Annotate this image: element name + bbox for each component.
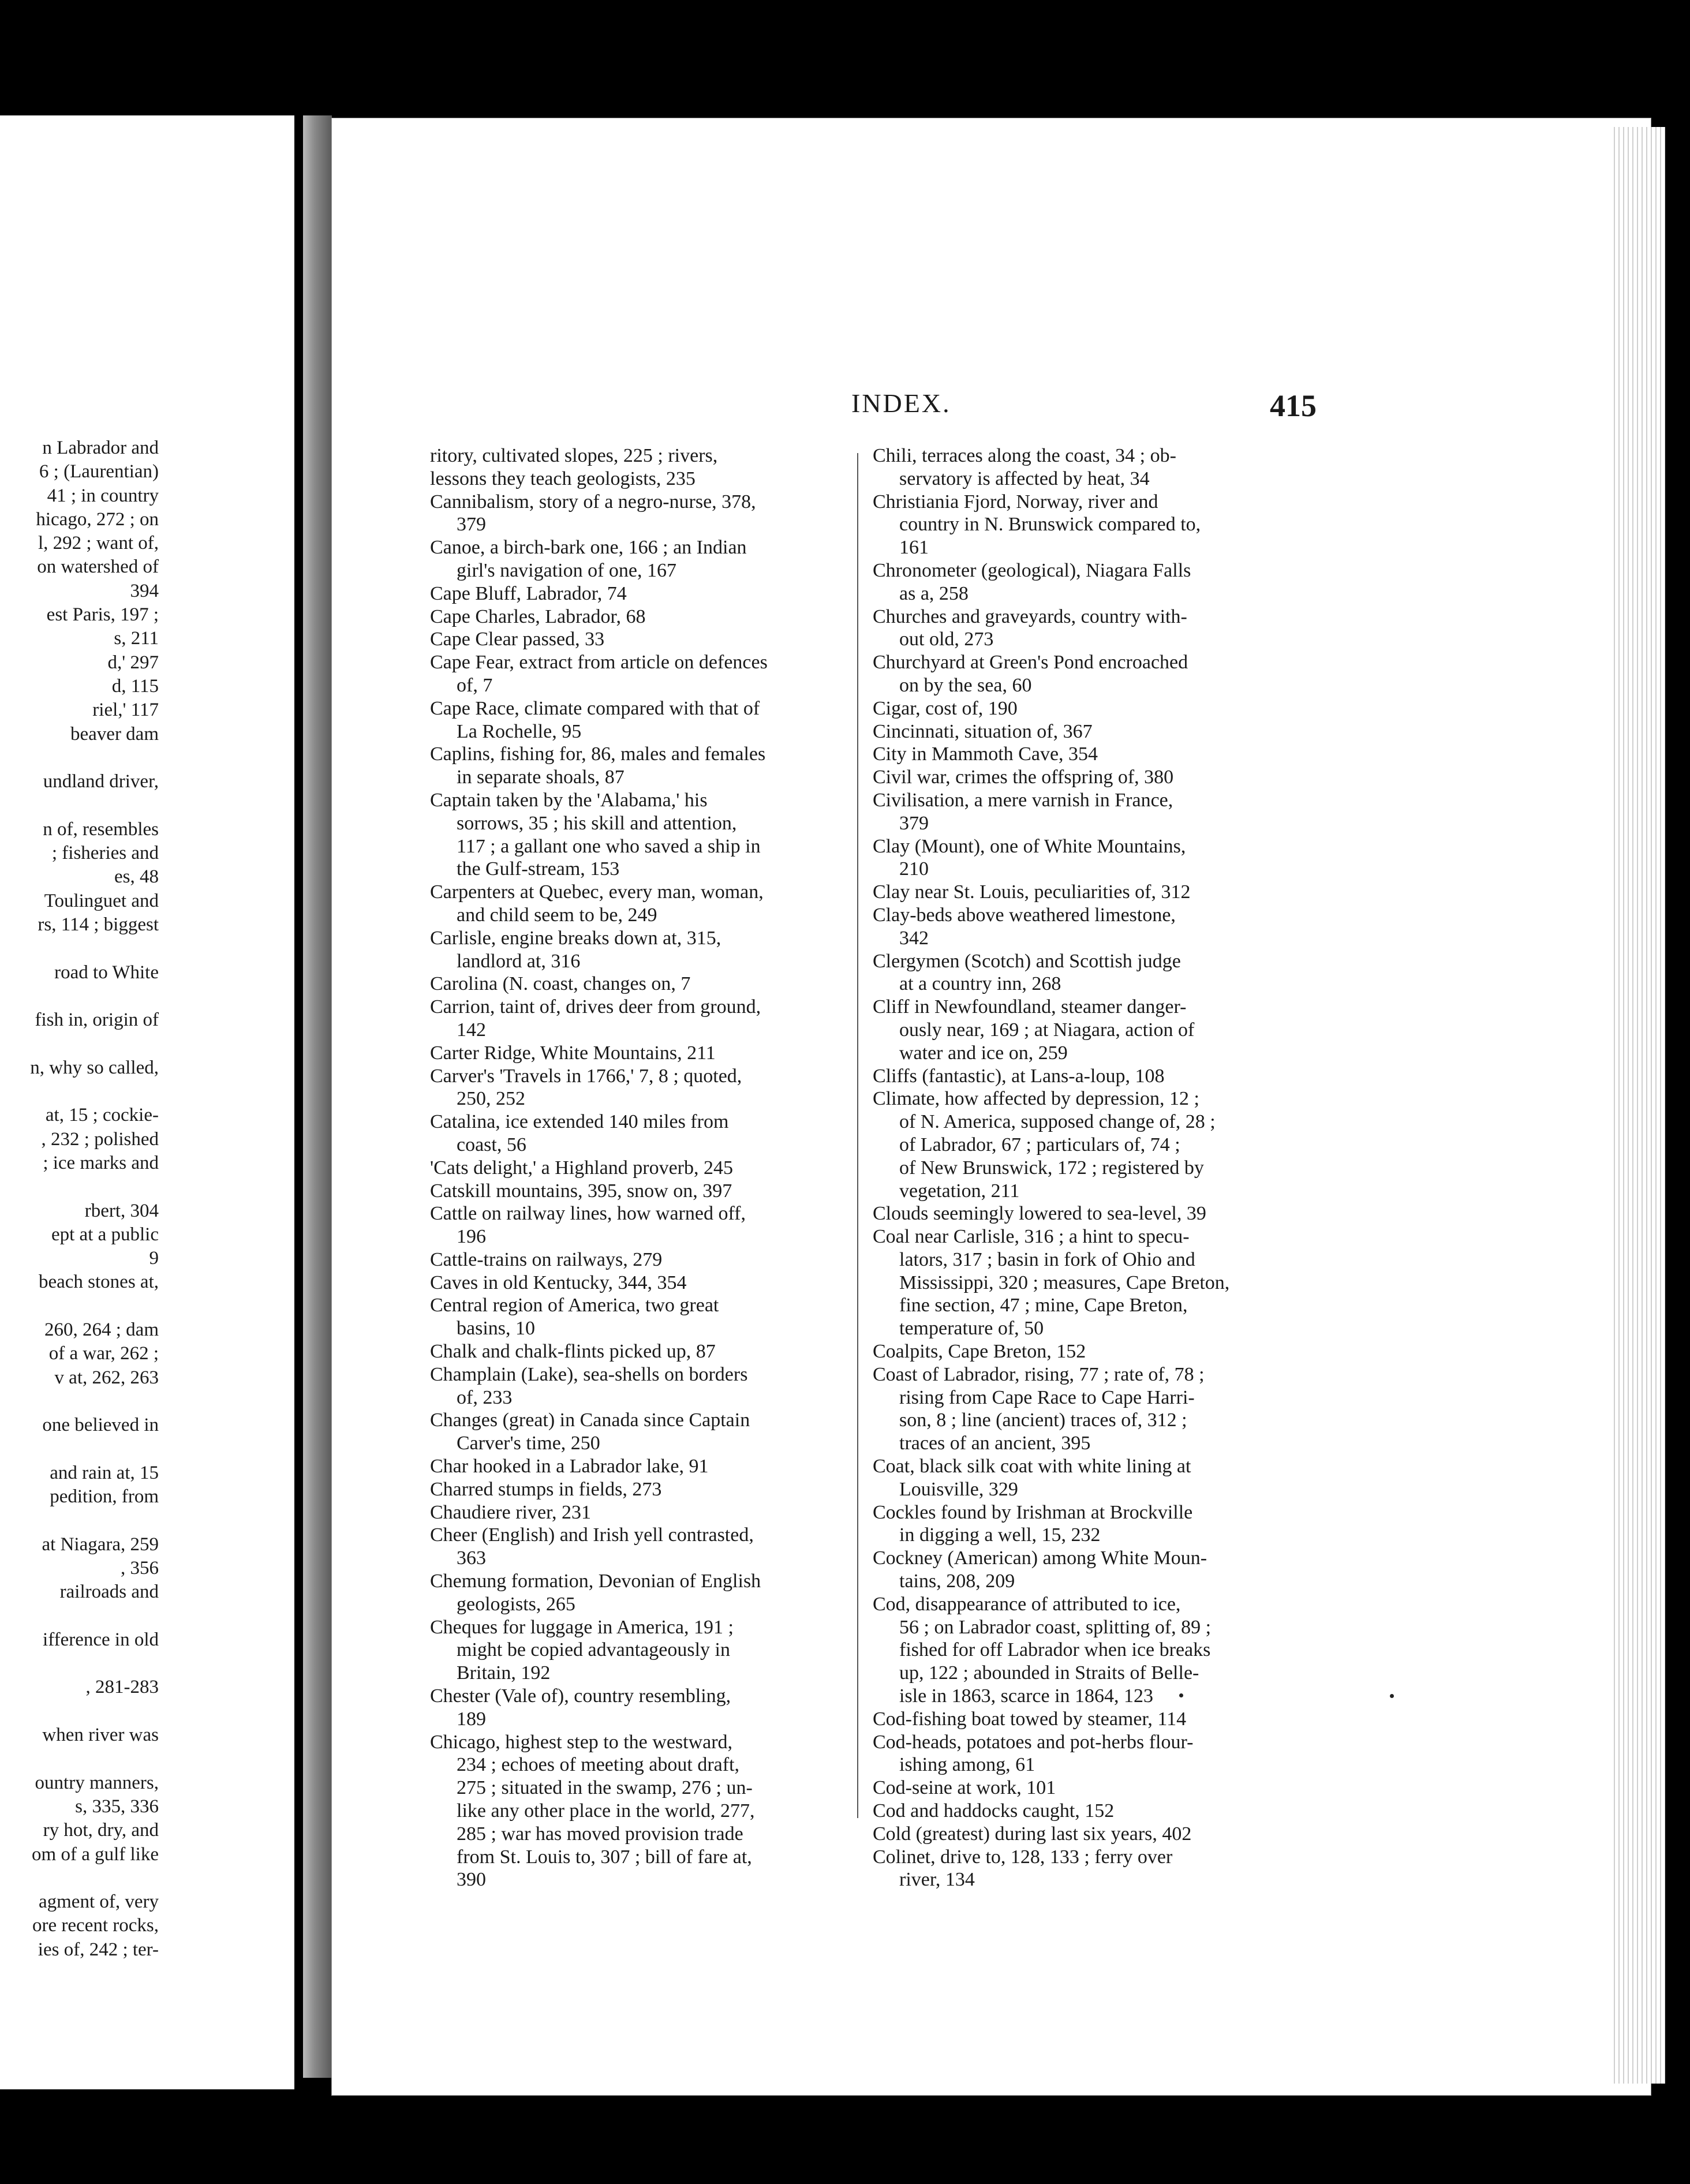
index-entry xyxy=(873,1593,1329,1708)
left-page-line: l, 292 ; want of, xyxy=(38,533,159,554)
index-entry-heading: Clay-beds above weathered limestone, xyxy=(873,904,1176,926)
left-page-line: road to White xyxy=(54,962,159,983)
index-entry xyxy=(873,1823,1329,1846)
left-page-line: at, 15 ; cockie- xyxy=(45,1105,159,1126)
index-entry xyxy=(430,1110,886,1157)
left-page-line xyxy=(0,1437,159,1461)
running-header: INDEX. xyxy=(851,388,951,418)
index-entry xyxy=(430,536,886,582)
ink-speck xyxy=(1390,1694,1394,1698)
index-entry-heading: Carpenters at Quebec, every man, woman, xyxy=(430,881,764,903)
index-entry-continuation: 117 ; a gallant one who saved a ship in xyxy=(457,835,761,857)
index-entry-heading: Captain taken by the 'Alabama,' his xyxy=(430,789,708,811)
index-entry-heading: Chili, terraces along the coast, 34 ; ob- xyxy=(873,445,1176,466)
index-entry xyxy=(873,881,1329,904)
index-entry-heading: Canoe, a birch-bark one, 166 ; an Indian xyxy=(430,537,747,559)
left-page-line xyxy=(0,1032,159,1056)
index-entry-continuation: 342 xyxy=(899,927,929,949)
index-entry-heading: Cannibalism, story of a negro-nurse, 378, xyxy=(430,491,756,513)
index-entry-continuation: up, 122 ; abounded in Straits of Belle- xyxy=(899,1662,1199,1684)
left-page-line: 41 ; in country xyxy=(47,485,159,506)
index-entry-continuation: landlord at, 316 xyxy=(457,950,581,972)
index-entry-continuation: at a country inn, 268 xyxy=(899,973,1061,995)
index-entry xyxy=(430,605,886,629)
index-entry-heading: Cape Clear passed, 33 xyxy=(430,629,605,650)
index-entry-heading: Chaudiere river, 231 xyxy=(430,1501,592,1523)
index-entry-continuation: of Labrador, 67 ; particulars of, 74 ; xyxy=(899,1134,1180,1155)
index-entry xyxy=(430,789,886,881)
page-edges xyxy=(1610,127,1665,2084)
left-page-line: beaver dam xyxy=(70,723,159,745)
left-page-line: es, 48 xyxy=(114,866,159,888)
left-page-line: 394 xyxy=(130,580,159,601)
index-entry-heading: Cod and haddocks caught, 152 xyxy=(873,1800,1115,1822)
index-entry-continuation: servatory is affected by heat, 34 xyxy=(899,468,1150,489)
index-entry xyxy=(873,1065,1329,1088)
left-page-line: agment of, very xyxy=(38,1891,159,1913)
index-entry xyxy=(430,697,886,743)
left-page-line: ore recent rocks, xyxy=(32,1915,159,1936)
index-entry-heading: Carver's 'Travels in 1766,' 7, 8 ; quoted, xyxy=(430,1065,742,1087)
left-page-line: hicago, 272 ; on xyxy=(36,508,159,530)
index-entry-continuation: fine section, 47 ; mine, Cape Breton, xyxy=(899,1295,1188,1317)
index-entry xyxy=(873,651,1329,697)
index-entry xyxy=(873,996,1329,1064)
index-entry-continuation: 210 xyxy=(899,858,929,880)
index-entry-continuation: 234 ; echoes of meeting about draft, xyxy=(457,1754,740,1776)
index-entry-continuation: 142 xyxy=(457,1019,486,1041)
index-entry xyxy=(430,1202,886,1248)
index-entry xyxy=(873,904,1329,950)
left-page-line: railroads and xyxy=(59,1581,159,1603)
left-page-line: d,' 297 xyxy=(107,652,159,673)
index-entry xyxy=(430,1294,886,1340)
index-entry-continuation: river, 134 xyxy=(899,1869,975,1891)
index-entry-continuation: in separate shoals, 87 xyxy=(457,766,625,788)
left-page-line: pedition, from xyxy=(50,1486,159,1508)
left-page-line: ; fisheries and xyxy=(51,843,159,864)
index-entry xyxy=(873,1363,1329,1455)
index-entry-heading: Colinet, drive to, 128, 133 ; ferry over xyxy=(873,1846,1173,1868)
index-entry-continuation: of, 7 xyxy=(457,674,493,696)
index-entry xyxy=(430,1363,886,1409)
index-entry-continuation: 161 xyxy=(899,537,929,559)
index-entry xyxy=(873,950,1329,996)
index-entry-heading: Cape Charles, Labrador, 68 xyxy=(430,605,646,627)
left-page-line xyxy=(0,1700,159,1723)
index-entry xyxy=(873,743,1329,766)
index-entry-heading: Cattle on railway lines, how warned off, xyxy=(430,1203,746,1225)
left-page-line: on watershed of xyxy=(37,556,159,578)
index-entry xyxy=(873,444,1329,491)
left-page-line: fish in, origin of xyxy=(35,1009,159,1031)
index-entry-heading: Caves in old Kentucky, 344, 354 xyxy=(430,1271,687,1293)
index-entry-heading: Cliff in Newfoundland, steamer danger- xyxy=(873,996,1187,1018)
index-entry-continuation: of N. America, supposed change of, 28 ; xyxy=(899,1111,1216,1133)
index-entry-continuation: temperature of, 50 xyxy=(899,1318,1044,1340)
index-entry-continuation: 285 ; war has moved provision trade xyxy=(457,1823,743,1845)
index-entry xyxy=(873,766,1329,789)
index-entry-continuation: geologists, 265 xyxy=(457,1593,575,1615)
index-entry-heading: Carolina (N. coast, changes on, 7 xyxy=(430,973,691,995)
index-entry-heading: Cockles found by Irishman at Brockville xyxy=(873,1501,1193,1523)
index-entry xyxy=(873,1340,1329,1363)
index-entry-heading: Churchyard at Green's Pond encroached xyxy=(873,652,1188,674)
index-entry-continuation: the Gulf-stream, 153 xyxy=(457,858,620,880)
index-entry-heading: 'Cats delight,' a Highland proverb, 245 xyxy=(430,1157,733,1179)
index-entry xyxy=(430,1478,886,1501)
left-page-line: n of, resembles xyxy=(43,818,159,840)
index-entry-continuation: ishing among, 61 xyxy=(899,1754,1035,1776)
index-entry-continuation: Mississippi, 320 ; measures, Cape Breton, xyxy=(899,1271,1230,1293)
index-entry-heading: Cod-fishing boat towed by steamer, 114 xyxy=(873,1708,1187,1730)
left-page-line xyxy=(0,937,159,960)
book-gutter xyxy=(303,115,332,2078)
index-entry-continuation: 189 xyxy=(457,1708,486,1730)
index-entry-heading: Coal near Carlisle, 316 ; a hint to specu- xyxy=(873,1226,1190,1248)
index-entry xyxy=(873,1547,1329,1593)
index-entry-continuation: of, 233 xyxy=(457,1386,513,1408)
index-entry xyxy=(430,1248,886,1271)
page-number: 415 xyxy=(1270,388,1317,423)
index-entry-continuation: 196 xyxy=(457,1226,486,1248)
index-entry-heading: Carlisle, engine breaks down at, 315, xyxy=(430,927,721,949)
index-entry-heading: Clergymen (Scotch) and Scottish judge xyxy=(873,950,1181,972)
index-entry-continuation: 250, 252 xyxy=(457,1088,525,1110)
index-entry-continuation: water and ice on, 259 xyxy=(899,1042,1068,1064)
index-entry xyxy=(430,1455,886,1478)
left-page-line: ifference in old xyxy=(43,1629,159,1650)
index-entry xyxy=(430,468,886,491)
left-page-line xyxy=(0,1295,159,1318)
left-page-line: one believed in xyxy=(42,1415,159,1436)
index-entry-continuation: lators, 317 ; basin in fork of Ohio and xyxy=(899,1248,1195,1270)
left-page-line: and rain at, 15 xyxy=(50,1462,159,1483)
left-page-line: , 281-283 xyxy=(85,1677,159,1698)
index-entry xyxy=(430,1340,886,1363)
index-entry-continuation: son, 8 ; line (ancient) traces of, 312 ; xyxy=(899,1409,1187,1431)
index-entry-continuation: Carver's time, 250 xyxy=(457,1433,600,1454)
index-entry-continuation: 56 ; on Labrador coast, splitting of, 89 ; xyxy=(899,1616,1212,1638)
index-entry xyxy=(430,973,886,996)
index-entry xyxy=(873,789,1329,835)
index-entry-heading: City in Mammoth Cave, 354 xyxy=(873,743,1098,765)
index-entry-heading: Catskill mountains, 395, snow on, 397 xyxy=(430,1180,732,1202)
index-entry-heading: Chicago, highest step to the westward, xyxy=(430,1731,733,1753)
index-entry-heading: Churches and graveyards, country with- xyxy=(873,605,1187,627)
index-entry xyxy=(873,720,1329,743)
index-entry-continuation: rising from Cape Race to Cape Harri- xyxy=(899,1386,1195,1408)
index-entry xyxy=(430,1409,886,1455)
index-entry xyxy=(873,605,1329,652)
left-page-line: , 356 xyxy=(121,1557,159,1579)
index-entry-heading: Carter Ridge, White Mountains, 211 xyxy=(430,1042,716,1064)
index-entry xyxy=(873,1708,1329,1731)
left-page-line: ept at a public xyxy=(51,1224,159,1245)
index-entry-continuation: vegetation, 211 xyxy=(899,1180,1020,1202)
left-page-line xyxy=(0,1747,159,1771)
left-page-line: riel,' 117 xyxy=(92,700,159,721)
index-entry-heading: Chalk and chalk-flints picked up, 87 xyxy=(430,1341,716,1363)
left-page-line: ountry manners, xyxy=(35,1772,159,1793)
left-page-line xyxy=(0,1652,159,1676)
ink-speck xyxy=(1179,1693,1183,1697)
left-page-line: of a war, 262 ; xyxy=(48,1343,159,1364)
index-entry-heading: Cattle-trains on railways, 279 xyxy=(430,1248,663,1270)
index-entry xyxy=(873,1777,1329,1800)
left-page-line: , 232 ; polished xyxy=(41,1128,159,1150)
index-entry-heading: Changes (great) in Canada since Captain xyxy=(430,1409,750,1431)
index-entry-heading: Cincinnati, situation of, 367 xyxy=(873,720,1093,742)
index-entry xyxy=(430,996,886,1042)
index-entry-heading: Cigar, cost of, 190 xyxy=(873,697,1018,719)
left-page-line: s, 335, 336 xyxy=(75,1796,159,1817)
index-entry xyxy=(873,491,1329,559)
index-entry-heading: Clay (Mount), one of White Mountains, xyxy=(873,835,1186,857)
index-entry xyxy=(430,651,886,697)
left-page-line: at Niagara, 259 xyxy=(42,1534,159,1555)
index-entry-continuation: as a, 258 xyxy=(899,582,969,604)
index-entry xyxy=(430,1731,886,1892)
left-page-line: rbert, 304 xyxy=(84,1200,159,1221)
left-page-line: when river was xyxy=(42,1725,159,1746)
index-entry-heading: Cod-seine at work, 101 xyxy=(873,1777,1056,1799)
index-entry xyxy=(430,1616,886,1685)
index-entry-continuation: and child seem to be, 249 xyxy=(457,904,657,926)
index-entry-continuation: might be copied advantageously in xyxy=(457,1639,730,1661)
index-entry xyxy=(430,582,886,605)
left-page-line: rs, 114 ; biggest xyxy=(38,914,159,935)
index-entry xyxy=(430,1271,886,1295)
left-page-line: v at, 262, 263 xyxy=(54,1367,159,1388)
index-entry xyxy=(873,697,1329,720)
left-page-line: ies of, 242 ; ter- xyxy=(38,1939,159,1960)
index-entry-continuation: sorrows, 35 ; his skill and attention, xyxy=(457,812,737,834)
index-entry-heading: Cliffs (fantastic), at Lans-a-loup, 108 xyxy=(873,1065,1165,1087)
left-page-line xyxy=(0,1175,159,1199)
index-entry xyxy=(430,1685,886,1731)
left-page-line: beach stones at, xyxy=(38,1271,159,1293)
index-entry-continuation: fished for off Labrador when ice breaks xyxy=(899,1639,1211,1661)
index-entry xyxy=(873,1087,1329,1202)
index-entry xyxy=(873,559,1329,605)
index-entry xyxy=(873,1455,1329,1501)
left-page-line: n Labrador and xyxy=(42,437,159,458)
index-column-left xyxy=(430,444,886,1891)
left-page-text xyxy=(0,436,159,1962)
index-entry-heading: Coalpits, Cape Breton, 152 xyxy=(873,1341,1086,1363)
index-entry-continuation: like any other place in the world, 277, xyxy=(457,1800,755,1822)
index-entry-heading: Christiania Fjord, Norway, river and xyxy=(873,491,1158,513)
index-entry-heading: Cockney (American) among White Moun- xyxy=(873,1547,1207,1569)
left-page-line: Toulinguet and xyxy=(44,890,159,911)
left-page-line: 6 ; (Laurentian) xyxy=(39,461,159,483)
index-entry-heading: Carrion, taint of, drives deer from ground, xyxy=(430,996,761,1018)
index-entry-heading: Cod, disappearance of attributed to ice, xyxy=(873,1593,1181,1615)
index-entry-heading: Cape Race, climate compared with that of xyxy=(430,697,760,719)
index-entry-heading: Char hooked in a Labrador lake, 91 xyxy=(430,1456,709,1478)
left-page-line xyxy=(0,1080,159,1104)
left-page-line: 9 xyxy=(149,1248,159,1269)
left-page-line: s, 211 xyxy=(114,628,159,649)
index-entry-continuation: traces of an ancient, 395 xyxy=(899,1433,1091,1454)
index-entry-continuation: La Rochelle, 95 xyxy=(457,720,582,742)
index-entry xyxy=(430,1180,886,1203)
index-entry-continuation: tains, 208, 209 xyxy=(899,1570,1015,1592)
index-entry-continuation: on by the sea, 60 xyxy=(899,674,1032,696)
index-entry xyxy=(430,1570,886,1616)
index-entry xyxy=(873,1800,1329,1823)
index-entry-continuation: country in N. Brunswick compared to, xyxy=(899,514,1201,536)
index-entry-heading: Central region of America, two great xyxy=(430,1295,719,1317)
index-entry-heading: Coast of Labrador, rising, 77 ; rate of, 78 ; xyxy=(873,1363,1205,1385)
left-page-line: est Paris, 197 ; xyxy=(46,604,159,626)
left-page-line: 260, 264 ; dam xyxy=(44,1319,159,1340)
index-entry-heading: Climate, how affected by depression, 12 ; xyxy=(873,1088,1199,1110)
index-entry-heading: Cod-heads, potatoes and pot-herbs flour- xyxy=(873,1731,1194,1753)
index-entry-continuation: 379 xyxy=(457,514,486,536)
left-page-line xyxy=(0,1390,159,1413)
index-entry-heading: Civilisation, a mere varnish in France, xyxy=(873,789,1173,811)
left-page-line: d, 115 xyxy=(111,675,159,697)
index-entry xyxy=(873,1501,1329,1547)
index-entry-heading: Cheques for luggage in America, 191 ; xyxy=(430,1616,734,1638)
index-entry-continuation: in digging a well, 15, 232 xyxy=(899,1524,1101,1546)
left-page-line: om of a gulf like xyxy=(32,1843,159,1865)
index-entry-heading: Chronometer (geological), Niagara Falls xyxy=(873,559,1191,581)
left-page xyxy=(0,115,294,2089)
left-page-line: n, why so called, xyxy=(30,1057,159,1078)
index-entry-continuation: from St. Louis to, 307 ; bill of fare at, xyxy=(457,1846,752,1868)
index-entry-heading: Chester (Vale of), country resembling, xyxy=(430,1685,731,1707)
index-entry-heading: ritory, cultivated slopes, 225 ; rivers, xyxy=(430,445,718,466)
left-page-line xyxy=(0,985,159,1008)
index-entry xyxy=(430,444,886,468)
index-entry-continuation: basins, 10 xyxy=(457,1318,535,1340)
index-entry xyxy=(873,1846,1329,1892)
index-entry xyxy=(430,743,886,789)
index-entry-heading: Charred stumps in fields, 273 xyxy=(430,1478,662,1500)
index-entry xyxy=(430,1065,886,1111)
left-page-line xyxy=(0,1867,159,1890)
left-page-line xyxy=(0,794,159,817)
index-entry-continuation: Louisville, 329 xyxy=(899,1478,1018,1500)
index-entry-continuation: 379 xyxy=(899,812,929,834)
index-entry-heading: Caplins, fishing for, 86, males and females xyxy=(430,743,766,765)
index-entry-heading: Cheer (English) and Irish yell contrasted, xyxy=(430,1524,754,1546)
left-page-line: undland driver, xyxy=(43,771,159,792)
index-entry xyxy=(873,835,1329,881)
index-entry-continuation: girl's navigation of one, 167 xyxy=(457,559,677,581)
index-entry xyxy=(873,1731,1329,1777)
index-entry-continuation: Britain, 192 xyxy=(457,1662,551,1684)
index-entry xyxy=(430,1524,886,1570)
index-entry-continuation: 275 ; situated in the swamp, 276 ; un- xyxy=(457,1777,753,1799)
index-entry-heading: lessons they teach geologists, 235 xyxy=(430,468,696,489)
index-entry-heading: Cape Fear, extract from article on defences xyxy=(430,652,768,674)
index-entry xyxy=(430,628,886,651)
left-page-line: ry hot, dry, and xyxy=(43,1820,159,1841)
index-entry xyxy=(430,1042,886,1065)
index-entry-heading: Clay near St. Louis, peculiarities of, 312 xyxy=(873,881,1191,903)
left-page-line xyxy=(0,1509,159,1532)
index-entry-heading: Chemung formation, Devonian of English xyxy=(430,1570,761,1592)
index-column-right xyxy=(873,444,1329,1891)
left-page-line xyxy=(0,1605,159,1628)
index-entry-continuation: 390 xyxy=(457,1869,486,1891)
index-entry-continuation: 363 xyxy=(457,1547,486,1569)
index-entry-continuation: of New Brunswick, 172 ; registered by xyxy=(899,1157,1204,1179)
left-page-line: ; ice marks and xyxy=(43,1152,159,1173)
index-entry xyxy=(430,881,886,927)
index-entry-heading: Civil war, crimes the offspring of, 380 xyxy=(873,766,1174,788)
index-entry-heading: Champlain (Lake), sea-shells on borders xyxy=(430,1363,748,1385)
index-entry xyxy=(873,1225,1329,1340)
index-entry-heading: Cold (greatest) during last six years, 402 xyxy=(873,1823,1192,1845)
index-entry-continuation: coast, 56 xyxy=(457,1134,526,1155)
index-entry-continuation: isle in 1863, scarce in 1864, 123 xyxy=(899,1685,1154,1707)
index-entry xyxy=(873,1202,1329,1225)
index-entry xyxy=(430,1501,886,1524)
index-entry-heading: Clouds seemingly lowered to sea-level, 39 xyxy=(873,1203,1206,1225)
left-page-line xyxy=(0,746,159,770)
index-entry xyxy=(430,927,886,973)
index-entry xyxy=(430,491,886,537)
index-entry-heading: Catalina, ice extended 140 miles from xyxy=(430,1111,729,1133)
index-entry-continuation: out old, 273 xyxy=(899,629,994,650)
index-entry-continuation: ously near, 169 ; at Niagara, action of xyxy=(899,1019,1195,1041)
index-entry xyxy=(430,1157,886,1180)
index-entry-heading: Coat, black silk coat with white lining at xyxy=(873,1456,1191,1478)
index-entry-heading: Cape Bluff, Labrador, 74 xyxy=(430,582,627,604)
